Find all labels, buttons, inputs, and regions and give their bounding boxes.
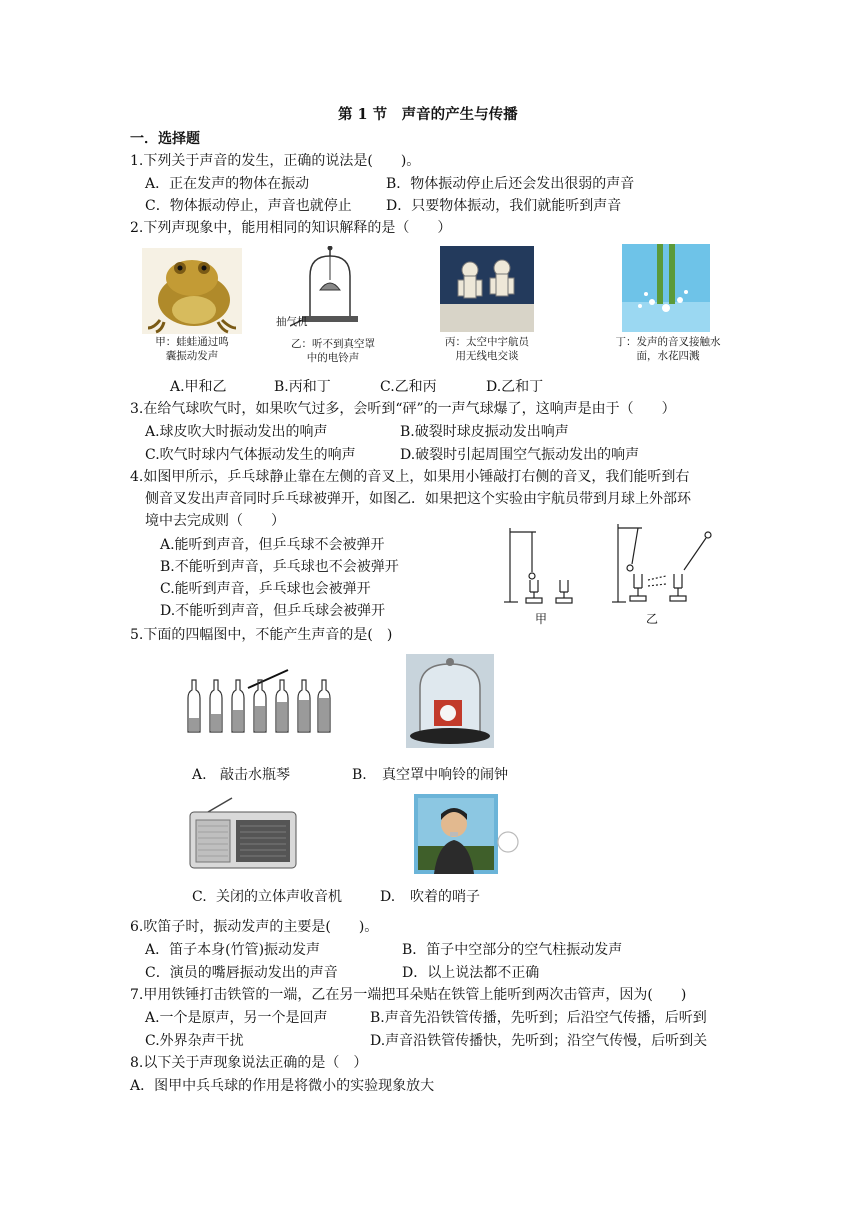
frog-caption-1: 甲：蛙蛙通过鸣 (155, 336, 229, 348)
fig-label-jia: 甲 (535, 612, 548, 626)
space-caption-1: 丙：太空中宇航员 (445, 336, 529, 348)
q5-option-b-letter: B. (352, 767, 367, 783)
fig-label-yi: 乙 (646, 612, 659, 626)
tuning-fork-diagram (496, 522, 716, 608)
q4-stem-line3: 境中去完成则（ ） (145, 513, 285, 529)
q6-option-a: A．笛子本身(竹管)振动发声 (145, 942, 321, 958)
frog-caption-2: 囊振动发声 (165, 350, 219, 362)
q8-option-a: A．图甲中兵乓球的作用是将微小的实验现象放大 (130, 1078, 435, 1094)
q8-stem: 8.以下关于声现象说法正确的是（ ） (130, 1055, 368, 1071)
q4-option-c: C.能听到声音，乒乓球也会被弹开 (160, 581, 371, 597)
q3-option-c: C.吹气时球内气体振动发生的响声 (145, 447, 356, 463)
q4-stem-line1: 4.如图甲所示，乒乓球静止靠在左侧的音叉上，如果用小锤敲打右侧的音叉，我们能听到右 (130, 469, 690, 485)
q2-option-b: B.丙和丁 (274, 379, 331, 395)
q3-option-b: B.破裂时球皮振动发出响声 (400, 424, 569, 440)
section-heading: 一．选择题 (130, 131, 200, 147)
astronaut-image (440, 246, 534, 332)
q7-stem: 7.甲用铁锤打击铁管的一端，乙在另一端把耳朵贴在铁管上能听到两次击管声，因为( ) (130, 987, 687, 1003)
q2-option-d: D.乙和丁 (486, 379, 544, 395)
pump-label: 抽气机 (276, 316, 308, 328)
q7-option-c: C.外界杂声干扰 (145, 1033, 244, 1049)
q5-option-d-text: 吹着的哨子 (410, 889, 480, 905)
q4-stem-line2: 侧音叉发出声音同时乒乓球被弹开，如图乙．如果把这个实验由宇航员带到月球上外部环 (145, 491, 691, 507)
radio-image (188, 796, 298, 872)
q6-option-d: D．以上说法都不正确 (402, 965, 540, 981)
q4-option-b: B.不能听到声音，乒乓球也不会被弹开 (160, 559, 399, 575)
page-title: 第 1 节 声音的产生与传播 (338, 106, 518, 123)
q2-stem: 2.下列声现象中，能用相同的知识解释的是（ ） (130, 220, 452, 236)
water-bottles-image (184, 668, 334, 734)
bell-caption-2: 中的电铃声 (306, 352, 360, 364)
q6-stem: 6.吹笛子时，振动发声的主要是( )。 (130, 919, 379, 935)
space-caption-2: 用无线电交谈 (455, 350, 519, 362)
q5-option-c-text: 关闭的立体声收音机 (216, 889, 342, 905)
tuning-fork-water-image (622, 244, 710, 332)
q3-option-d: D.破裂时引起周围空气振动发出的响声 (400, 447, 640, 463)
q7-option-d: D.声音沿铁管传播快，先听到；沿空气传慢，后听到关 (370, 1033, 708, 1049)
vacuum-alarm-image (406, 654, 494, 748)
q6-option-b: B．笛子中空部分的空气柱振动发声 (402, 942, 623, 958)
q2-option-a: A.甲和乙 (170, 379, 227, 395)
q1-option-d: D．只要物体振动，我们就能听到声音 (386, 198, 622, 214)
q4-option-a: A.能听到声音，但乒乓球不会被弹开 (160, 537, 385, 553)
q7-option-a: A.一个是原声，另一个是回声 (145, 1010, 328, 1026)
fork-caption-2: 面，水花四溅 (636, 350, 700, 362)
q5-option-b-text: 真空罩中响铃的闹钟 (382, 767, 508, 783)
q4-option-d: D.不能听到声音，但乒乓球会被弹开 (160, 603, 386, 619)
q3-stem: 3.在给气球吹气时，如果吹气过多，会听到“砰”的一声气球爆了，这响声是由于（ ） (130, 401, 676, 417)
q5-stem: 5.下面的四幅图中，不能产生声音的是( ) (130, 627, 393, 643)
q3-option-a: A.球皮吹大时振动发出的响声 (145, 424, 328, 440)
q1-option-c: C．物体振动停止，声音也就停止 (145, 198, 352, 214)
q2-option-c: C.乙和丙 (380, 379, 437, 395)
q6-option-c: C．演员的嘴唇振动发出的声音 (145, 965, 338, 981)
q5-option-a-letter: A. (192, 767, 207, 783)
q5-option-c-letter: C. (192, 889, 207, 905)
q5-option-d-letter: D. (380, 889, 396, 905)
q1-stem: 1.下列关于声音的发生，正确的说法是( )。 (130, 153, 421, 169)
frog-image (142, 248, 242, 334)
bell-caption-1: 乙：听不到真空罩 (291, 338, 375, 350)
q1-option-a: A．正在发声的物体在振动 (145, 176, 310, 192)
q7-option-b: B.声音先沿铁管传播，先听到；后沿空气传播，后听到 (370, 1010, 707, 1026)
q5-option-a-text: 敲击水瓶琴 (220, 767, 290, 783)
whistle-boy-image (414, 794, 520, 874)
q1-option-b: B．物体振动停止后还会发出很弱的声音 (386, 176, 635, 192)
fork-caption-1: 丁：发声的音叉接触水 (615, 336, 721, 348)
